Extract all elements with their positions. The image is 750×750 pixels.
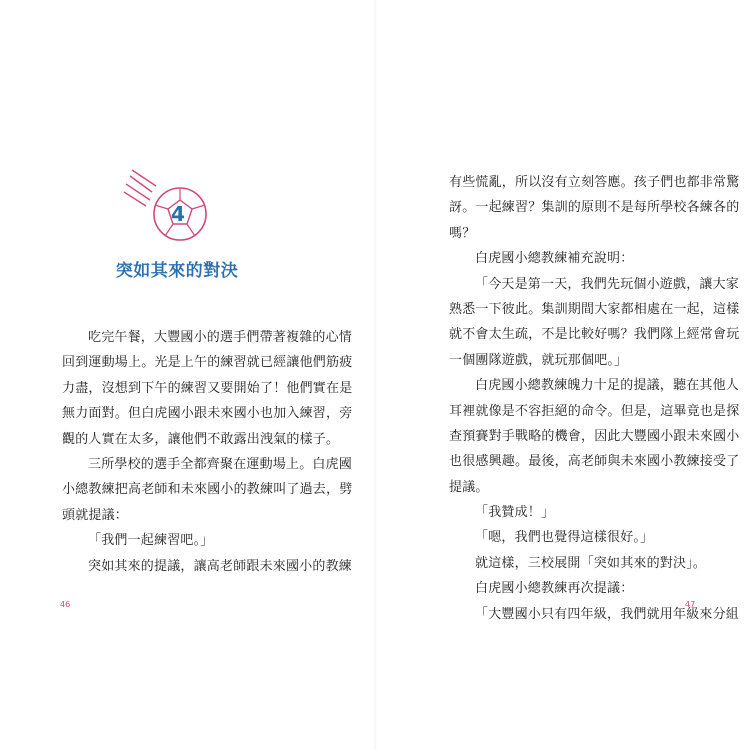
text-line: 突如其來的提議，讓高老師跟未來國小的教練 [88, 558, 353, 574]
text-line: 一個團隊遊戲，就玩那個吧。」 [449, 352, 628, 368]
text-line: 有些慌亂，所以沒有立刻答應。孩子們也都非常驚 [449, 175, 740, 190]
text-line: 三所學校的選手全都齊聚在運動場上。白虎國 [88, 456, 353, 472]
text-line: 也很感興趣。最後，高老師與未來國小教練接受了 [449, 454, 740, 470]
text-line: 「大豐國小只有四年級，我們就用年級來分組 [475, 606, 740, 622]
text-line: 訝。一起練習？集訓的原則不是每所學校各練各的 [449, 200, 740, 216]
right-page [375, 0, 750, 750]
text-line: 查預賽對手戰略的機會，因此大豐國小跟未來國小 [449, 428, 740, 444]
text-line: 「嗯，我們也覺得這樣很好。」 [475, 530, 654, 546]
chapter-number [166, 201, 190, 227]
text-line: 耳裡就像是不容拒絕的命令。但是，這畢竟也是探 [449, 403, 740, 419]
page-number-left: 46 [60, 600, 71, 609]
text-line: 白虎國小總教練再次提議： [475, 581, 634, 597]
text-line: 就不會太生疏，不是比較好嗎？我們隊上經常會玩 [449, 327, 740, 343]
text-line: 就這樣，三校展開「突如其來的對決」。 [475, 555, 707, 571]
text-line: 「今天是第一天，我們先玩個小遊戲，讓大家 [475, 276, 740, 292]
text-line: 無力面對。但白虎國小跟未來國小也加入練習，旁 [62, 406, 353, 422]
text-line: 「我贊成！」 [475, 505, 555, 521]
text-line: 小總教練把高老師和未來國小的教練叫了過去，劈 [62, 482, 353, 498]
text-line: 「我們一起練習吧。」 [88, 533, 214, 549]
chapter-title: 突如其來的對決 [115, 261, 239, 281]
text-line: 觀的人實在太多，讓他們不敢露出洩氣的樣子。 [62, 431, 340, 447]
text-line: 頭就提議： [62, 507, 129, 523]
left-body-text [62, 325, 353, 579]
svg-text:4: 4 [171, 202, 185, 226]
text-line: 提議。 [449, 479, 489, 495]
text-line: 熟悉一下彼此。集訓期間大家都相處在一起，這樣 [449, 301, 740, 317]
text-line: 白虎國小總教練補充說明： [475, 251, 634, 267]
text-line: 回到運動場上。光是上午的練習就已經讓他們筋疲 [62, 355, 353, 371]
page-number-right: 47 [685, 600, 696, 609]
text-line: 力盡，沒想到下午的練習又要開始了！他們實在是 [62, 380, 353, 396]
text-line: 白虎國小總教練魄力十足的提議，聽在其他人 [475, 378, 740, 394]
text-line: 嗎？ [449, 225, 476, 241]
text-line: 吃完午餐，大豐國小的選手們帶著複雜的心情 [88, 330, 353, 345]
